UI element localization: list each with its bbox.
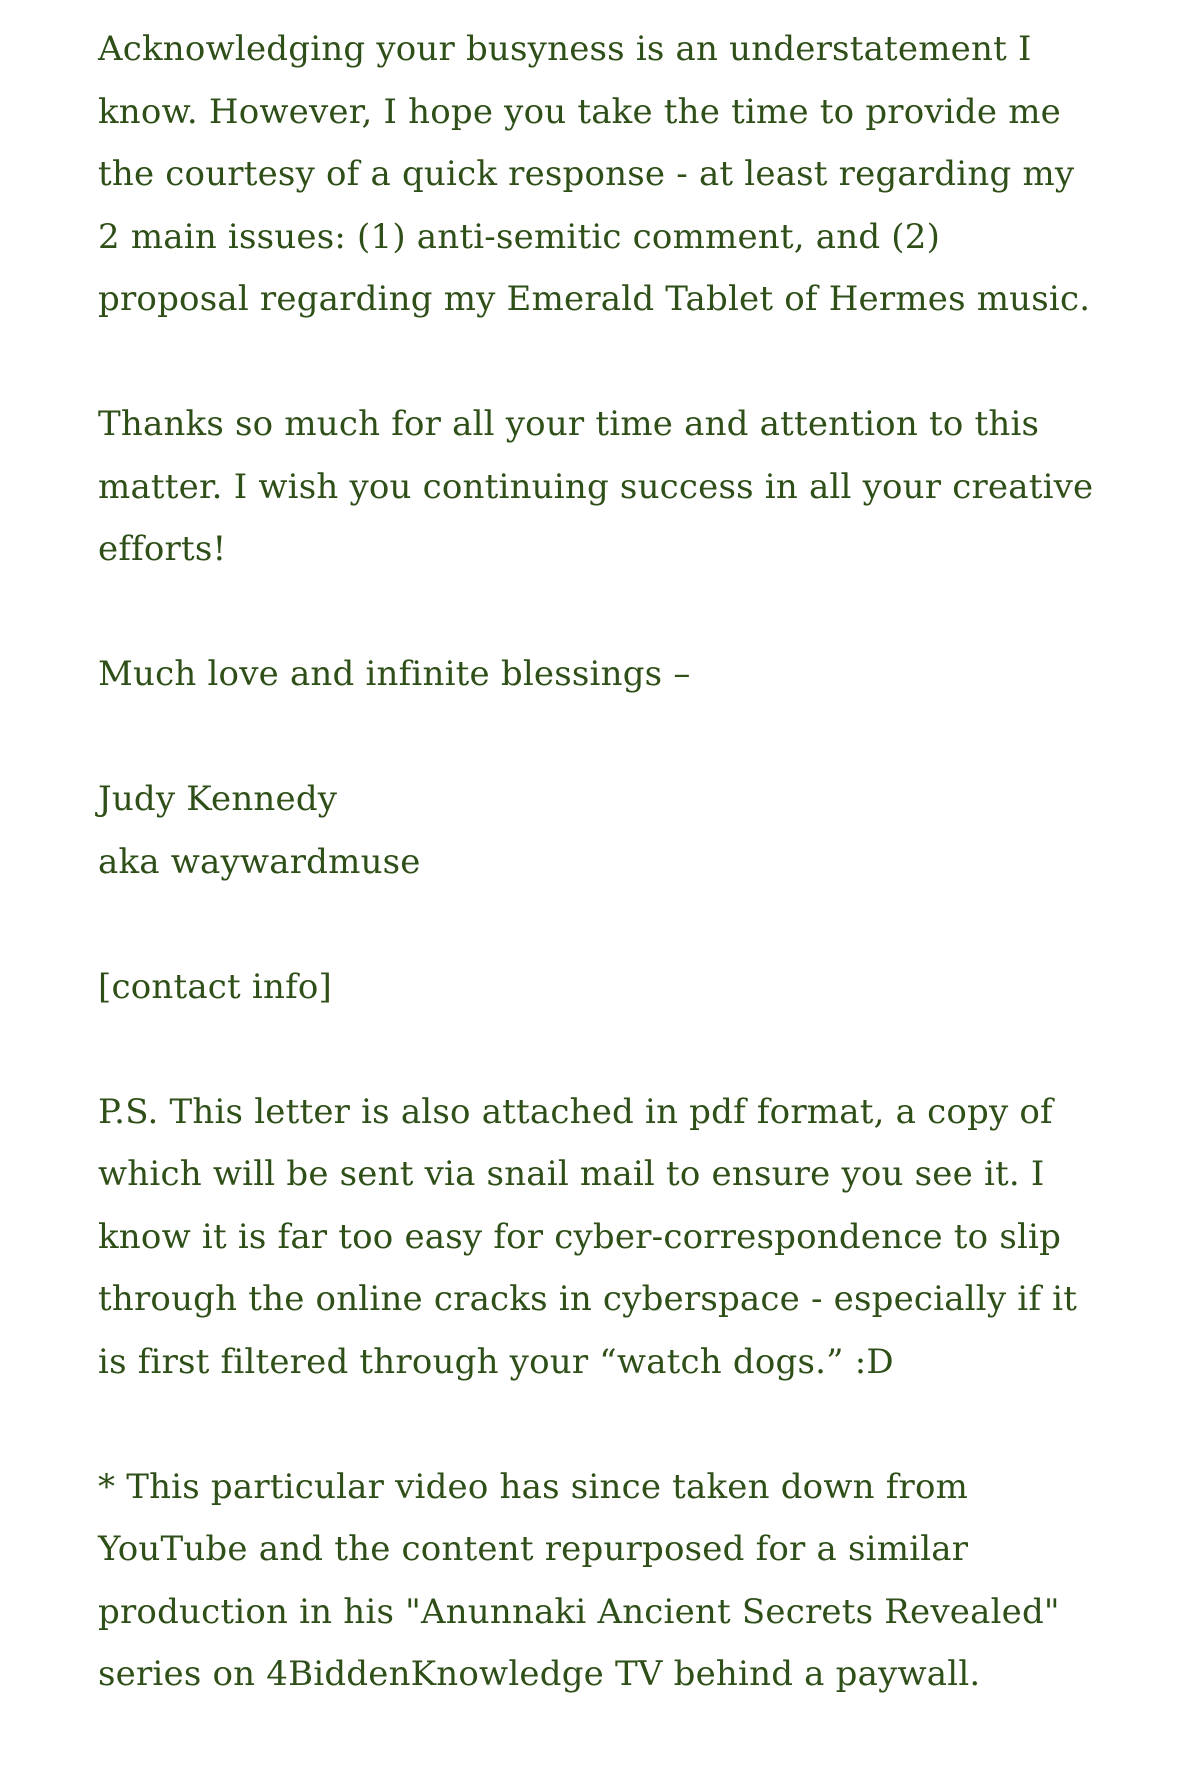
letter-body (98, 18, 1098, 1768)
text-line: YouTube and the content repurposed for a similar (98, 1529, 969, 1569)
text-line: Thanks so much for all your time and attention to this (98, 404, 1040, 444)
signer-alias: aka waywardmuse (98, 841, 421, 882)
thanks-paragraph (98, 393, 1098, 581)
sign-off (98, 643, 1098, 706)
text-line: [contact info] (98, 966, 333, 1007)
text-line: proposal regarding my Emerald Tablet of Hermes music. (98, 279, 1091, 319)
signer-name: Judy Kennedy (98, 779, 338, 819)
text-line: through the online cracks in cyberspace - especially if it (98, 1279, 1078, 1319)
signature-block (98, 768, 1098, 893)
text-line: P.S. This letter is also attached in pdf format, a copy of (98, 1091, 1053, 1132)
text-line: matter. I wish you continuing success in all your creative (98, 466, 1094, 507)
text-line: Acknowledging your busyness is an understatement I (98, 29, 1032, 69)
text-line: know. However, I hope you take the time to provide me (98, 91, 1061, 132)
text-line: series on 4BiddenKnowledge TV behind a paywall. (98, 1654, 981, 1694)
closing-request-paragraph (98, 18, 1098, 331)
text-line: Much love and infinite blessings – (98, 654, 691, 694)
text-line: 2 main issues: (1) anti-semitic comment, and (2) (98, 216, 941, 257)
postscript-paragraph (98, 1081, 1098, 1394)
text-line: know it is far too easy for cyber-correspondence to slip (98, 1216, 1062, 1257)
text-line: efforts! (98, 529, 227, 569)
text-line: is first filtered through your “watch dogs.” :D (98, 1341, 894, 1382)
text-line: * This particular video has since taken down from (98, 1466, 969, 1507)
text-line: the courtesy of a quick response - at least regarding my (98, 154, 1075, 194)
text-line: production in his "Anunnaki Ancient Secrets Revealed" (98, 1591, 1060, 1632)
contact-info (98, 956, 1098, 1019)
text-line: which will be sent via snail mail to ensure you see it. I (98, 1154, 1045, 1194)
footnote-paragraph (98, 1456, 1098, 1706)
